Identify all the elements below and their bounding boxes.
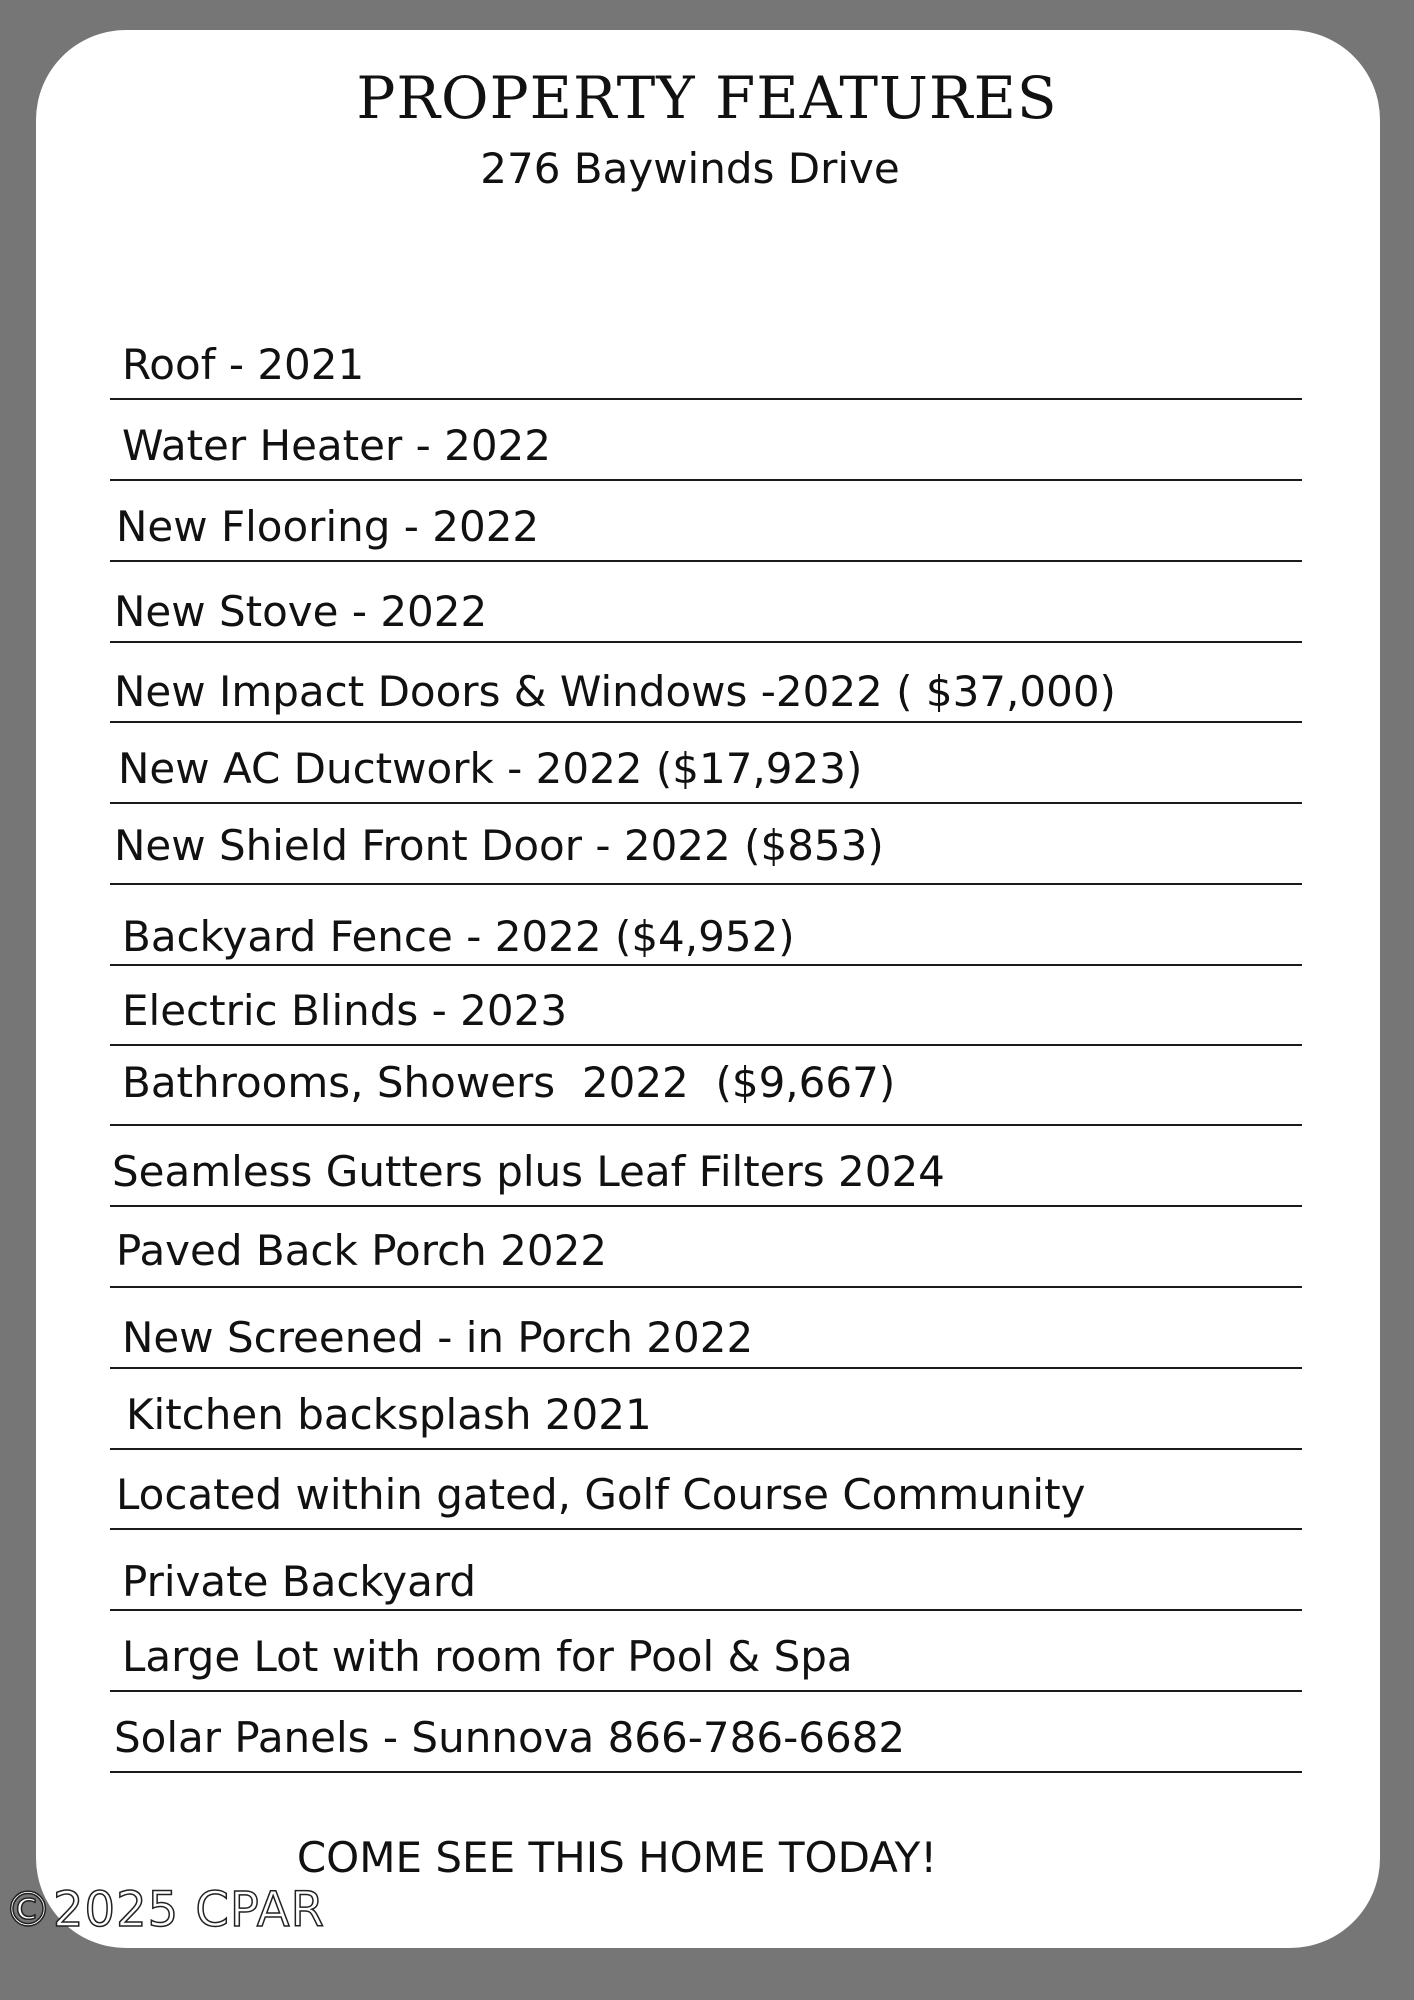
feature-row [110, 481, 1302, 562]
feature-row [110, 400, 1302, 481]
feature-label: New AC Ductwork - 2022 ($17,923) [118, 744, 863, 793]
feature-label: Bathrooms, Showers 2022 ($9,667) [122, 1058, 896, 1107]
feature-label: New Stove - 2022 [114, 587, 488, 636]
feature-row [110, 1369, 1302, 1450]
feature-row [110, 1126, 1302, 1207]
feature-row [110, 1207, 1302, 1288]
feature-row [110, 966, 1302, 1046]
feature-label: Private Backyard [122, 1557, 477, 1606]
call-to-action: COME SEE THIS HOME TODAY! [296, 1833, 938, 1882]
feature-label: Backyard Fence - 2022 ($4,952) [122, 912, 795, 961]
feature-label: Roof - 2021 [122, 340, 365, 389]
feature-label: Water Heater - 2022 [122, 421, 551, 470]
feature-label: Seamless Gutters plus Leaf Filters 2024 [112, 1147, 945, 1196]
feature-row [110, 643, 1302, 723]
feature-label: New Flooring - 2022 [116, 502, 540, 551]
property-address: 276 Baywinds Drive [480, 144, 900, 193]
feature-label: Located within gated, Golf Course Community [116, 1470, 1086, 1519]
feature-label: Solar Panels - Sunnova 866-786-6682 [114, 1713, 906, 1762]
feature-row [110, 804, 1302, 885]
feature-label: Electric Blinds - 2023 [122, 986, 568, 1035]
feature-row [110, 1692, 1302, 1773]
feature-row [110, 320, 1302, 400]
feature-row [110, 723, 1302, 804]
feature-label: New Impact Doors & Windows -2022 ( $37,000) [114, 667, 1116, 716]
feature-row [110, 1450, 1302, 1530]
copyright-watermark: ©2025 CPAR [4, 1882, 325, 1938]
feature-label: Large Lot with room for Pool & Spa [122, 1632, 853, 1681]
feature-label: Paved Back Porch 2022 [116, 1226, 608, 1275]
feature-row [110, 885, 1302, 966]
feature-label: New Screened - in Porch 2022 [122, 1313, 754, 1362]
feature-label: New Shield Front Door - 2022 ($853) [114, 821, 884, 870]
feature-row [110, 1611, 1302, 1692]
feature-row [110, 1288, 1302, 1369]
feature-row [110, 1046, 1302, 1126]
feature-row [110, 562, 1302, 643]
feature-label: Kitchen backsplash 2021 [126, 1390, 652, 1439]
feature-row [110, 1530, 1302, 1611]
page-title: PROPERTY FEATURES [356, 64, 1058, 132]
